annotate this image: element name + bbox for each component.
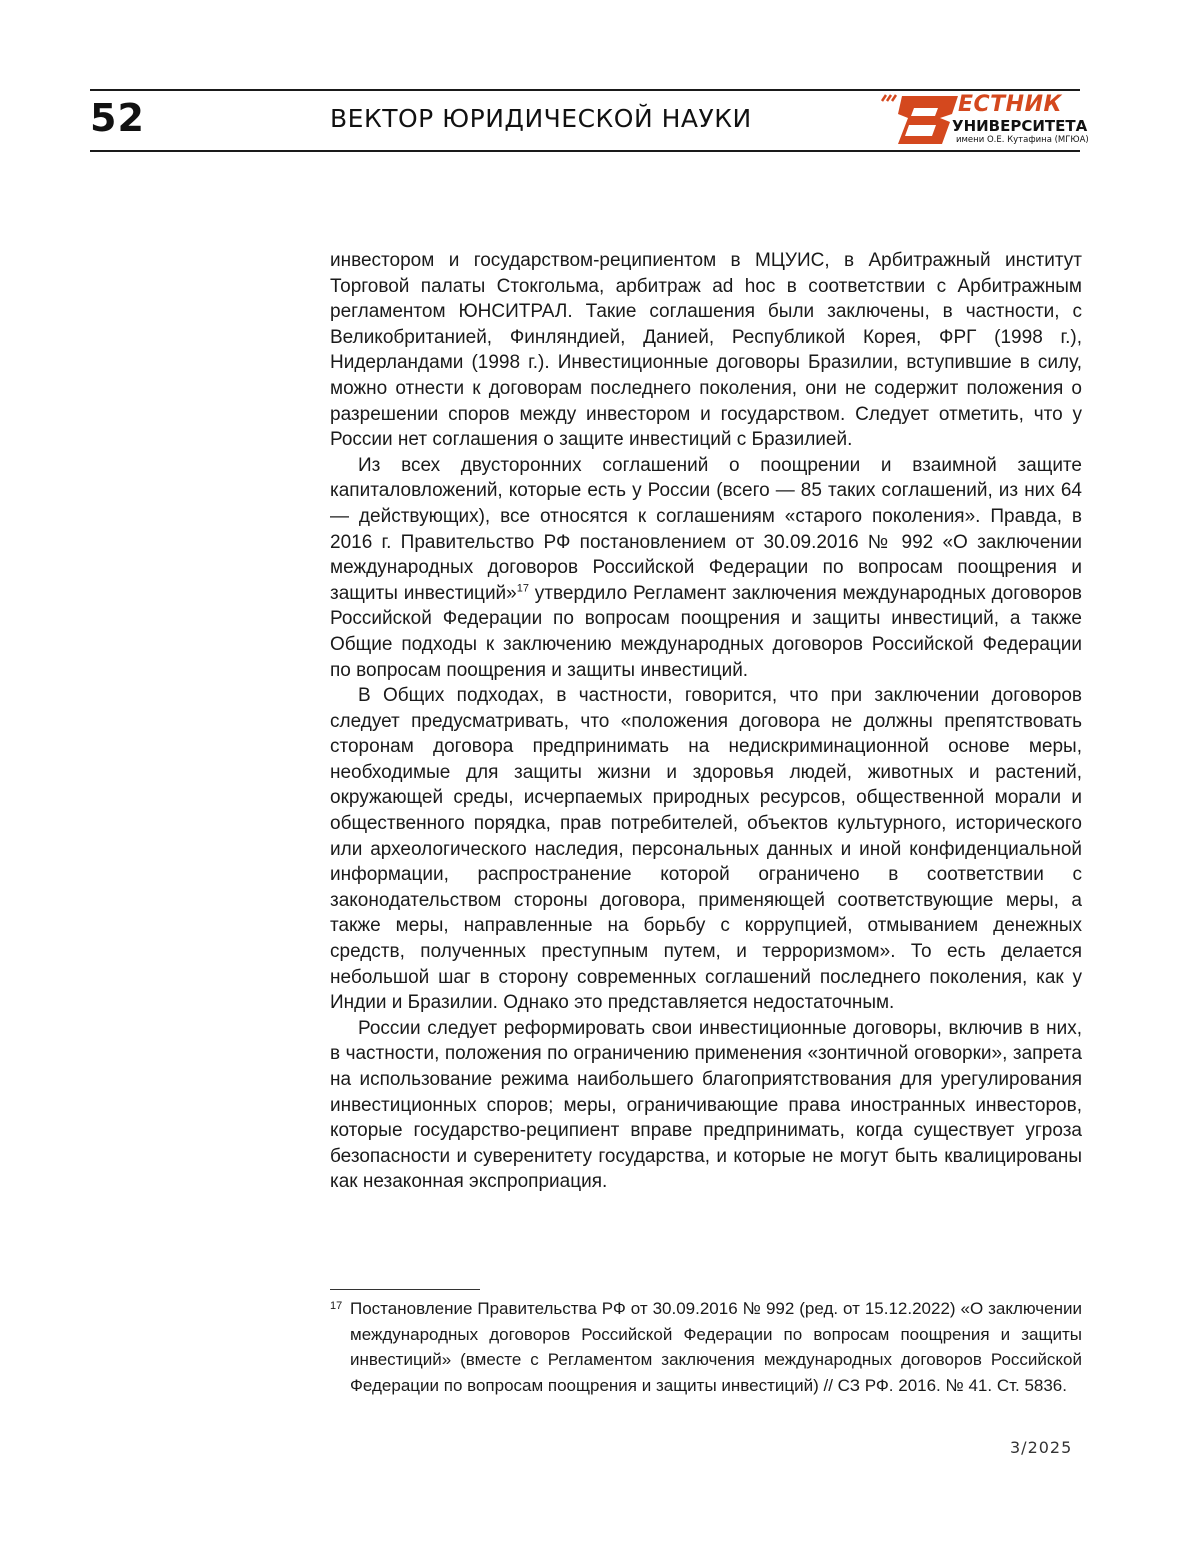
header-rule-bottom: [90, 150, 1080, 152]
footnote-reference[interactable]: 17: [517, 582, 529, 594]
logo-university: УНИВЕРСИТЕТА: [952, 117, 1087, 135]
paragraph: [330, 453, 1082, 683]
footnote: [330, 1296, 1082, 1398]
paragraph: инвестором и государством-реципиентом в МЦУИС, в Арбитражный институт Торговой палаты Стокгольма, арбитраж ad hoc в соответствии с Арбитражным регламентом ЮНСИТРАЛ. Такие соглашения были заключены, в частности, с Великобританией, Финляндией, Данией, Республикой Корея, ФРГ (1998 г.), Нидерландами (1998 г.). Инвестиционные договоры Бразилии, вступившие в силу, можно отнести к договорам последнего поколения, они не содержит положения о разрешении споров между инвестором и государством. Следует отметить, что у России нет соглашения о защите инвестиций с Бразилией.: [330, 248, 1082, 453]
footnote-text: Постановление Правительства РФ от 30.09.2016 № 992 (ред. от 15.12.2022) «О заключении международных договоров Российской Федерации по вопросам поощрения и защиты инвестиций» (вместе с Регламентом заключения международных договоров Российской Федерации по вопросам поощрения и защиты инвестиций) // СЗ РФ. 2016. № 41. Ст. 5836.: [350, 1296, 1082, 1398]
paragraph: России следует реформировать свои инвестиционные договоры, включив в них, в частности, положения по ограничению применения «зонтичной оговорки», запрета на использование режима наибольшего благоприятствования для урегулирования инвестиционных споров; меры, ограничивающие права иностранных инвесторов, которые государство-реципиент вправе предпринимать, когда существует угроза безопасности и суверенитету государства, и которые не могут быть квалицированы как незаконная экспроприация.: [330, 1016, 1082, 1195]
paragraph-text: утвердило Регламент заключения международных договоров Российской Федерации по вопросам поощрения и защиты инвестиций, а также Общие подходы к заключению международных договоров Российской Федерации по вопросам поощрения и защиты инвестиций.: [330, 583, 1082, 681]
logo-word: ЕСТНИК: [958, 92, 1062, 117]
paragraph: В Общих подходах, в частности, говорится, что при заключении договоров следует предусматривать, что «положения договора не должны препятствовать сторонам договора предпринимать на недискриминационной основе меры, необходимые для защиты жизни и здоровья людей, животных и растений, окружающей среды, исчерпаемых природных ресурсов, общественной морали и общественного порядка, прав потребителей, объектов культурного, исторического или археологического наследия, персональных данных и иной конфиденциальной информации, распространение которой ограничено в соответствии с законодательством стороны договора, применяющей соответствующие меры, а также меры, направленные на борьбу с коррупцией, отмыванием денежных средств, полученных преступным путем, и терроризмом». То есть делается небольшой шаг в сторону современных соглашений последнего поколения, как у Индии и Бразилии. Однако это представляется недостаточным.: [330, 683, 1082, 1016]
paragraph-text: Из всех двусторонних соглашений о поощрении и взаимной защите капиталовложений, которые есть у России (всего — 85 таких соглашений, из них 64 — действующих), все относятся к соглашениям «старого поколения». Правда, в 2016 г. Правительство РФ постановлением от 30.09.2016 № 992 «О заключении международных договоров Российской Федерации по вопросам поощрения и защиты инвестиций»: [330, 455, 1082, 604]
journal-logo: [880, 92, 1080, 148]
header-rule-top: [90, 89, 1080, 91]
issue-number: 3/2025: [1010, 1438, 1072, 1457]
article-body: [330, 248, 1082, 1195]
footnote-separator: [330, 1289, 480, 1290]
logo-subtitle: имени О.Е. Кутафина (МГЮА): [956, 135, 1089, 145]
logo-v-emblem-icon: [880, 92, 960, 148]
footnote-marker: 17: [330, 1294, 342, 1320]
section-title: ВЕКТОР ЮРИДИЧЕСКОЙ НАУКИ: [330, 104, 752, 133]
page-number: 52: [90, 96, 145, 140]
